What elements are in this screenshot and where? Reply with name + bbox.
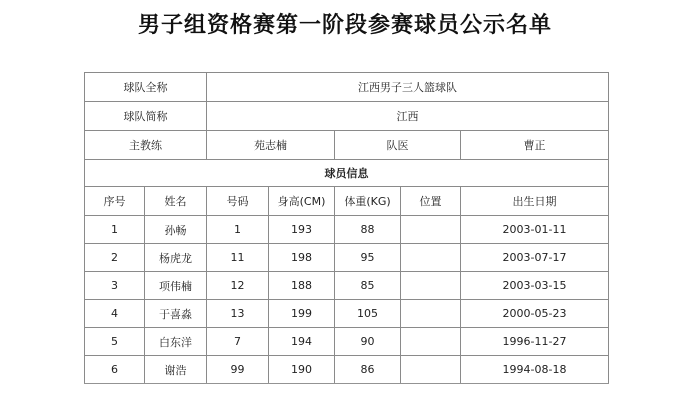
coach-value: 苑志楠 [207, 131, 335, 160]
cell-weight: 105 [335, 300, 401, 328]
column-header: 姓名 [145, 187, 207, 216]
cell-index: 2 [85, 244, 145, 272]
cell-height: 199 [269, 300, 335, 328]
cell-birth-date: 2003-01-11 [461, 216, 609, 244]
cell-weight: 86 [335, 356, 401, 384]
staff-row [85, 131, 609, 160]
cell-position [401, 356, 461, 384]
cell-position [401, 216, 461, 244]
cell-number: 1 [207, 216, 269, 244]
column-header: 位置 [401, 187, 461, 216]
cell-birth-date: 2003-07-17 [461, 244, 609, 272]
cell-birth-date: 1994-08-18 [461, 356, 609, 384]
roster-table [84, 72, 609, 384]
cell-name: 白东洋 [145, 328, 207, 356]
cell-height: 198 [269, 244, 335, 272]
cell-height: 194 [269, 328, 335, 356]
cell-number: 13 [207, 300, 269, 328]
cell-height: 193 [269, 216, 335, 244]
cell-index: 1 [85, 216, 145, 244]
cell-position [401, 272, 461, 300]
cell-height: 190 [269, 356, 335, 384]
team-full-name-value: 江西男子三人篮球队 [207, 73, 609, 102]
cell-index: 6 [85, 356, 145, 384]
team-short-name-row [85, 102, 609, 131]
column-header: 号码 [207, 187, 269, 216]
column-header: 序号 [85, 187, 145, 216]
cell-number: 7 [207, 328, 269, 356]
table-row [85, 244, 609, 272]
bottom-fade [0, 382, 690, 409]
cell-position [401, 328, 461, 356]
cell-name: 谢浩 [145, 356, 207, 384]
team-short-name-value: 江西 [207, 102, 609, 131]
cell-height: 188 [269, 272, 335, 300]
cell-index: 4 [85, 300, 145, 328]
doctor-label: 队医 [335, 131, 461, 160]
cell-weight: 95 [335, 244, 401, 272]
cell-number: 11 [207, 244, 269, 272]
doctor-value: 曹正 [461, 131, 609, 160]
cell-name: 孙畅 [145, 216, 207, 244]
section-title: 球员信息 [85, 160, 609, 187]
cell-number: 12 [207, 272, 269, 300]
column-header: 出生日期 [461, 187, 609, 216]
cell-birth-date: 2003-03-15 [461, 272, 609, 300]
section-title-row [85, 160, 609, 187]
team-short-name-label: 球队简称 [85, 102, 207, 131]
table-row [85, 300, 609, 328]
column-header: 体重(KG) [335, 187, 401, 216]
team-full-name-row [85, 73, 609, 102]
cell-number: 99 [207, 356, 269, 384]
column-header: 身高(CM) [269, 187, 335, 216]
column-header-row [85, 187, 609, 216]
table-row [85, 356, 609, 384]
cell-index: 5 [85, 328, 145, 356]
cell-weight: 85 [335, 272, 401, 300]
cell-weight: 88 [335, 216, 401, 244]
table-row [85, 328, 609, 356]
coach-label: 主教练 [85, 131, 207, 160]
cell-name: 杨虎龙 [145, 244, 207, 272]
cell-position [401, 244, 461, 272]
cell-name: 项伟楠 [145, 272, 207, 300]
cell-name: 于喜淼 [145, 300, 207, 328]
document-title: 男子组资格赛第一阶段参赛球员公示名单 [137, 13, 552, 38]
team-full-name-label: 球队全称 [85, 73, 207, 102]
table-row [85, 216, 609, 244]
cell-position [401, 300, 461, 328]
cell-birth-date: 2000-05-23 [461, 300, 609, 328]
table-row [85, 272, 609, 300]
cell-index: 3 [85, 272, 145, 300]
cell-birth-date: 1996-11-27 [461, 328, 609, 356]
cell-weight: 90 [335, 328, 401, 356]
